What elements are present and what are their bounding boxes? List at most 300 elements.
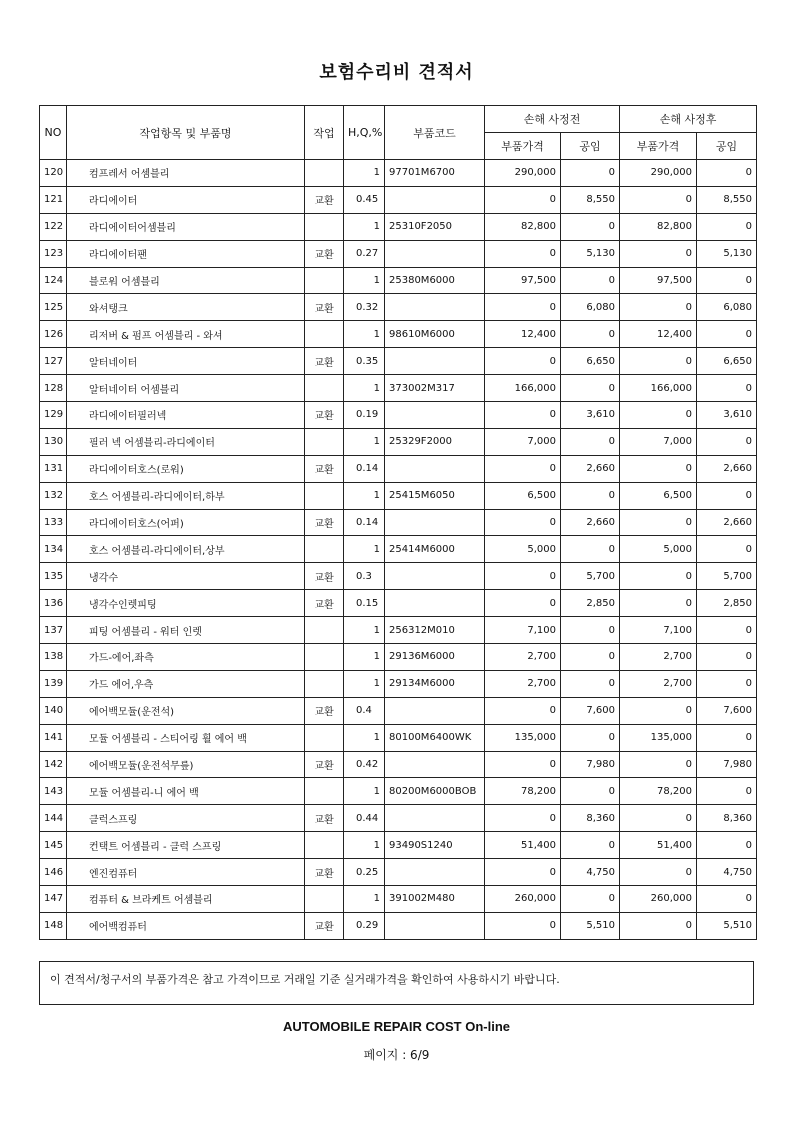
header-before-part-price: 부품가격 bbox=[485, 133, 561, 160]
table-row bbox=[40, 805, 757, 832]
row-no: 142 bbox=[40, 751, 67, 778]
row-after-labor: 0 bbox=[697, 778, 757, 805]
row-no: 127 bbox=[40, 348, 67, 375]
row-item-name: 라디에이터팬 bbox=[67, 240, 305, 267]
row-before-part-price: 78,200 bbox=[485, 778, 561, 805]
row-no: 146 bbox=[40, 859, 67, 886]
row-after-part-price: 82,800 bbox=[620, 213, 697, 240]
row-after-part-price: 0 bbox=[620, 348, 697, 375]
row-item-name: 필러 넥 어셈블리-라디에이터 bbox=[67, 428, 305, 455]
row-work: 교환 bbox=[305, 348, 344, 375]
table-row bbox=[40, 617, 757, 644]
row-hq: 0.29 bbox=[344, 912, 385, 939]
row-part-code bbox=[385, 402, 485, 429]
row-hq: 0.27 bbox=[344, 240, 385, 267]
row-before-labor: 0 bbox=[561, 428, 620, 455]
row-no: 147 bbox=[40, 886, 67, 913]
row-before-labor: 3,610 bbox=[561, 402, 620, 429]
row-item-name: 컴퓨터 & 브라케트 어셈블리 bbox=[67, 886, 305, 913]
row-no: 128 bbox=[40, 375, 67, 402]
table-row bbox=[40, 644, 757, 671]
row-hq: 1 bbox=[344, 536, 385, 563]
row-no: 136 bbox=[40, 590, 67, 617]
row-item-name: 엔진컴퓨터 bbox=[67, 859, 305, 886]
row-hq: 1 bbox=[344, 375, 385, 402]
table-row bbox=[40, 160, 757, 187]
row-before-labor: 0 bbox=[561, 321, 620, 348]
row-before-labor: 6,650 bbox=[561, 348, 620, 375]
header-item: 작업항목 및 부품명 bbox=[67, 106, 305, 160]
header-code: 부품코드 bbox=[385, 106, 485, 160]
table-row bbox=[40, 751, 757, 778]
row-no: 133 bbox=[40, 509, 67, 536]
row-after-labor: 3,610 bbox=[697, 402, 757, 429]
row-item-name: 라디에이터호스(로워) bbox=[67, 455, 305, 482]
row-after-labor: 7,600 bbox=[697, 697, 757, 724]
row-before-part-price: 2,700 bbox=[485, 670, 561, 697]
row-before-part-price: 0 bbox=[485, 751, 561, 778]
row-before-part-price: 0 bbox=[485, 509, 561, 536]
row-hq: 0.45 bbox=[344, 186, 385, 213]
row-no: 123 bbox=[40, 240, 67, 267]
row-after-labor: 5,130 bbox=[697, 240, 757, 267]
row-after-labor: 0 bbox=[697, 832, 757, 859]
row-before-part-price: 0 bbox=[485, 240, 561, 267]
row-no: 126 bbox=[40, 321, 67, 348]
row-before-labor: 0 bbox=[561, 482, 620, 509]
table-row bbox=[40, 348, 757, 375]
row-part-code bbox=[385, 859, 485, 886]
row-no: 125 bbox=[40, 294, 67, 321]
row-after-part-price: 0 bbox=[620, 563, 697, 590]
row-before-labor: 0 bbox=[561, 724, 620, 751]
row-part-code bbox=[385, 751, 485, 778]
header-work: 작업 bbox=[305, 106, 344, 160]
row-part-code bbox=[385, 186, 485, 213]
row-item-name: 모듈 어셈블리 - 스티어링 휠 에어 백 bbox=[67, 724, 305, 751]
row-work: 교환 bbox=[305, 805, 344, 832]
row-part-code bbox=[385, 294, 485, 321]
row-item-name: 피팅 어셈블리 - 워터 인렛 bbox=[67, 617, 305, 644]
row-before-part-price: 97,500 bbox=[485, 267, 561, 294]
row-hq: 0.14 bbox=[344, 455, 385, 482]
row-item-name: 모듈 어셈블리-니 에어 백 bbox=[67, 778, 305, 805]
row-after-part-price: 0 bbox=[620, 509, 697, 536]
table-body bbox=[40, 160, 757, 940]
row-before-part-price: 0 bbox=[485, 348, 561, 375]
row-part-code bbox=[385, 697, 485, 724]
row-after-part-price: 6,500 bbox=[620, 482, 697, 509]
row-item-name: 라디에이터호스(어퍼) bbox=[67, 509, 305, 536]
row-item-name: 에어백모듈(운전석) bbox=[67, 697, 305, 724]
row-before-part-price: 0 bbox=[485, 294, 561, 321]
row-before-labor: 0 bbox=[561, 213, 620, 240]
table-row bbox=[40, 859, 757, 886]
table-row bbox=[40, 240, 757, 267]
row-work bbox=[305, 375, 344, 402]
row-hq: 1 bbox=[344, 213, 385, 240]
row-part-code bbox=[385, 912, 485, 939]
row-work bbox=[305, 213, 344, 240]
row-hq: 1 bbox=[344, 670, 385, 697]
footer-brand: AUTOMOBILE REPAIR COST On-line bbox=[282, 1019, 511, 1034]
row-work: 교환 bbox=[305, 590, 344, 617]
header-before: 손해 사정전 bbox=[485, 106, 620, 133]
row-after-part-price: 0 bbox=[620, 590, 697, 617]
row-work: 교환 bbox=[305, 509, 344, 536]
row-before-part-price: 7,000 bbox=[485, 428, 561, 455]
row-after-part-price: 0 bbox=[620, 751, 697, 778]
header-no: NO bbox=[40, 106, 67, 160]
row-work bbox=[305, 832, 344, 859]
row-after-part-price: 0 bbox=[620, 240, 697, 267]
row-before-part-price: 166,000 bbox=[485, 375, 561, 402]
row-hq: 0.15 bbox=[344, 590, 385, 617]
row-before-labor: 8,550 bbox=[561, 186, 620, 213]
row-after-labor: 0 bbox=[697, 428, 757, 455]
row-part-code: 29134M6000 bbox=[385, 670, 485, 697]
row-part-code bbox=[385, 805, 485, 832]
row-after-labor: 6,080 bbox=[697, 294, 757, 321]
row-part-code bbox=[385, 348, 485, 375]
row-before-labor: 0 bbox=[561, 536, 620, 563]
row-hq: 1 bbox=[344, 778, 385, 805]
row-hq: 0.25 bbox=[344, 859, 385, 886]
row-before-part-price: 290,000 bbox=[485, 160, 561, 187]
row-work bbox=[305, 321, 344, 348]
row-after-part-price: 0 bbox=[620, 294, 697, 321]
row-no: 139 bbox=[40, 670, 67, 697]
table-row bbox=[40, 375, 757, 402]
row-after-part-price: 0 bbox=[620, 859, 697, 886]
row-item-name: 알터네이터 bbox=[67, 348, 305, 375]
table-row bbox=[40, 186, 757, 213]
row-item-name: 에어백컴퓨터 bbox=[67, 912, 305, 939]
row-item-name: 클럭스프링 bbox=[67, 805, 305, 832]
row-before-part-price: 51,400 bbox=[485, 832, 561, 859]
row-hq: 0.44 bbox=[344, 805, 385, 832]
row-no: 134 bbox=[40, 536, 67, 563]
row-part-code: 97701M6700 bbox=[385, 160, 485, 187]
row-after-labor: 0 bbox=[697, 536, 757, 563]
notice-text: 이 견적서/청구서의 부품가격은 참고 가격이므로 거래일 기준 실거래가격을 확인하여 사용하시기 바랍니다. bbox=[50, 973, 560, 986]
row-no: 129 bbox=[40, 402, 67, 429]
row-before-labor: 2,850 bbox=[561, 590, 620, 617]
row-after-labor: 0 bbox=[697, 375, 757, 402]
row-hq: 1 bbox=[344, 886, 385, 913]
row-after-labor: 0 bbox=[697, 617, 757, 644]
row-before-part-price: 0 bbox=[485, 697, 561, 724]
row-item-name: 와셔탱크 bbox=[67, 294, 305, 321]
row-before-part-price: 0 bbox=[485, 455, 561, 482]
row-item-name: 냉각수인렛피팅 bbox=[67, 590, 305, 617]
row-work: 교환 bbox=[305, 402, 344, 429]
header-after: 손해 사정후 bbox=[620, 106, 757, 133]
row-no: 121 bbox=[40, 186, 67, 213]
row-before-labor: 0 bbox=[561, 375, 620, 402]
row-part-code bbox=[385, 590, 485, 617]
row-work: 교환 bbox=[305, 859, 344, 886]
row-before-labor: 4,750 bbox=[561, 859, 620, 886]
row-hq: 1 bbox=[344, 267, 385, 294]
row-no: 122 bbox=[40, 213, 67, 240]
row-part-code: 25414M6000 bbox=[385, 536, 485, 563]
row-no: 135 bbox=[40, 563, 67, 590]
table-row bbox=[40, 455, 757, 482]
row-work: 교환 bbox=[305, 186, 344, 213]
row-hq: 0.4 bbox=[344, 697, 385, 724]
row-after-part-price: 51,400 bbox=[620, 832, 697, 859]
table-row bbox=[40, 563, 757, 590]
row-before-part-price: 135,000 bbox=[485, 724, 561, 751]
row-after-labor: 6,650 bbox=[697, 348, 757, 375]
row-after-labor: 7,980 bbox=[697, 751, 757, 778]
row-before-labor: 2,660 bbox=[561, 455, 620, 482]
row-after-labor: 2,660 bbox=[697, 455, 757, 482]
row-after-part-price: 0 bbox=[620, 455, 697, 482]
row-item-name: 냉각수 bbox=[67, 563, 305, 590]
row-after-part-price: 0 bbox=[620, 402, 697, 429]
row-work bbox=[305, 482, 344, 509]
header-hq: H,Q,% bbox=[344, 106, 385, 160]
row-before-part-price: 0 bbox=[485, 805, 561, 832]
row-item-name: 라디에이터어셈블리 bbox=[67, 213, 305, 240]
row-no: 140 bbox=[40, 697, 67, 724]
row-hq: 0.3 bbox=[344, 563, 385, 590]
row-after-part-price: 260,000 bbox=[620, 886, 697, 913]
page-number: 페이지 : 6/9 bbox=[363, 1048, 430, 1062]
row-after-part-price: 97,500 bbox=[620, 267, 697, 294]
table-row bbox=[40, 590, 757, 617]
row-work bbox=[305, 778, 344, 805]
row-before-labor: 0 bbox=[561, 617, 620, 644]
row-work: 교환 bbox=[305, 912, 344, 939]
table-row bbox=[40, 697, 757, 724]
row-after-labor: 4,750 bbox=[697, 859, 757, 886]
table-row bbox=[40, 402, 757, 429]
row-work: 교환 bbox=[305, 697, 344, 724]
row-no: 143 bbox=[40, 778, 67, 805]
row-hq: 1 bbox=[344, 724, 385, 751]
row-part-code bbox=[385, 455, 485, 482]
table-row bbox=[40, 778, 757, 805]
row-after-labor: 0 bbox=[697, 267, 757, 294]
table-row bbox=[40, 912, 757, 939]
row-work: 교환 bbox=[305, 294, 344, 321]
row-after-labor: 2,850 bbox=[697, 590, 757, 617]
row-before-labor: 0 bbox=[561, 267, 620, 294]
row-item-name: 블로워 어셈블리 bbox=[67, 267, 305, 294]
table-row bbox=[40, 670, 757, 697]
row-before-labor: 5,510 bbox=[561, 912, 620, 939]
row-work: 교환 bbox=[305, 455, 344, 482]
row-after-part-price: 2,700 bbox=[620, 670, 697, 697]
table-row bbox=[40, 213, 757, 240]
header-before-labor: 공임 bbox=[561, 133, 620, 160]
estimate-table bbox=[39, 105, 757, 940]
row-item-name: 호스 어셈블리-라디에이터,상부 bbox=[67, 536, 305, 563]
row-work bbox=[305, 886, 344, 913]
row-after-labor: 5,700 bbox=[697, 563, 757, 590]
row-before-labor: 0 bbox=[561, 644, 620, 671]
row-hq: 1 bbox=[344, 428, 385, 455]
row-after-part-price: 0 bbox=[620, 697, 697, 724]
row-part-code: 256312M010 bbox=[385, 617, 485, 644]
row-part-code: 25329F2000 bbox=[385, 428, 485, 455]
row-hq: 1 bbox=[344, 160, 385, 187]
row-part-code: 29136M6000 bbox=[385, 644, 485, 671]
row-item-name: 알터네이터 어셈블리 bbox=[67, 375, 305, 402]
row-hq: 1 bbox=[344, 832, 385, 859]
row-after-labor: 8,360 bbox=[697, 805, 757, 832]
row-no: 145 bbox=[40, 832, 67, 859]
row-after-part-price: 135,000 bbox=[620, 724, 697, 751]
row-work bbox=[305, 617, 344, 644]
row-before-part-price: 2,700 bbox=[485, 644, 561, 671]
row-after-part-price: 2,700 bbox=[620, 644, 697, 671]
row-before-part-price: 0 bbox=[485, 912, 561, 939]
table-row bbox=[40, 886, 757, 913]
row-item-name: 라디에이터 bbox=[67, 186, 305, 213]
row-part-code: 98610M6000 bbox=[385, 321, 485, 348]
row-work: 교환 bbox=[305, 751, 344, 778]
row-after-labor: 0 bbox=[697, 213, 757, 240]
row-item-name: 라디에이터필러넥 bbox=[67, 402, 305, 429]
row-no: 144 bbox=[40, 805, 67, 832]
row-part-code: 25380M6000 bbox=[385, 267, 485, 294]
row-no: 132 bbox=[40, 482, 67, 509]
row-work bbox=[305, 267, 344, 294]
row-work bbox=[305, 644, 344, 671]
table-row bbox=[40, 536, 757, 563]
row-hq: 1 bbox=[344, 644, 385, 671]
row-before-part-price: 12,400 bbox=[485, 321, 561, 348]
row-item-name: 컴프레서 어셈블리 bbox=[67, 160, 305, 187]
row-part-code bbox=[385, 240, 485, 267]
row-before-labor: 5,130 bbox=[561, 240, 620, 267]
row-after-part-price: 166,000 bbox=[620, 375, 697, 402]
row-before-part-price: 7,100 bbox=[485, 617, 561, 644]
header-after-labor: 공임 bbox=[697, 133, 757, 160]
row-after-part-price: 0 bbox=[620, 912, 697, 939]
row-no: 120 bbox=[40, 160, 67, 187]
row-before-part-price: 0 bbox=[485, 402, 561, 429]
row-before-part-price: 0 bbox=[485, 590, 561, 617]
row-before-part-price: 0 bbox=[485, 563, 561, 590]
row-item-name: 가드 에어,우측 bbox=[67, 670, 305, 697]
row-before-part-price: 82,800 bbox=[485, 213, 561, 240]
row-before-labor: 0 bbox=[561, 886, 620, 913]
row-part-code bbox=[385, 509, 485, 536]
row-no: 137 bbox=[40, 617, 67, 644]
row-after-labor: 8,550 bbox=[697, 186, 757, 213]
row-no: 131 bbox=[40, 455, 67, 482]
row-after-part-price: 78,200 bbox=[620, 778, 697, 805]
row-item-name: 리저버 & 펌프 어셈블리 - 와셔 bbox=[67, 321, 305, 348]
table-row bbox=[40, 321, 757, 348]
row-item-name: 가드-에어,좌측 bbox=[67, 644, 305, 671]
row-hq: 0.19 bbox=[344, 402, 385, 429]
row-after-labor: 5,510 bbox=[697, 912, 757, 939]
row-before-labor: 7,980 bbox=[561, 751, 620, 778]
row-before-labor: 0 bbox=[561, 670, 620, 697]
row-after-labor: 0 bbox=[697, 160, 757, 187]
row-work: 교환 bbox=[305, 240, 344, 267]
row-part-code: 25310F2050 bbox=[385, 213, 485, 240]
row-before-labor: 8,360 bbox=[561, 805, 620, 832]
header-after-part-price: 부품가격 bbox=[620, 133, 697, 160]
row-hq: 0.42 bbox=[344, 751, 385, 778]
row-hq: 0.35 bbox=[344, 348, 385, 375]
row-after-part-price: 7,100 bbox=[620, 617, 697, 644]
row-before-part-price: 0 bbox=[485, 186, 561, 213]
row-item-name: 컨택트 어셈블리 - 클럭 스프링 bbox=[67, 832, 305, 859]
table-row bbox=[40, 724, 757, 751]
row-no: 148 bbox=[40, 912, 67, 939]
row-before-part-price: 260,000 bbox=[485, 886, 561, 913]
row-after-part-price: 0 bbox=[620, 186, 697, 213]
row-after-labor: 0 bbox=[697, 321, 757, 348]
row-work: 교환 bbox=[305, 563, 344, 590]
row-after-labor: 0 bbox=[697, 886, 757, 913]
row-part-code: 80100M6400WK bbox=[385, 724, 485, 751]
row-part-code: 93490S1240 bbox=[385, 832, 485, 859]
notice-box bbox=[39, 961, 754, 1005]
table-row bbox=[40, 832, 757, 859]
row-before-part-price: 6,500 bbox=[485, 482, 561, 509]
row-after-part-price: 0 bbox=[620, 805, 697, 832]
row-before-labor: 0 bbox=[561, 832, 620, 859]
row-after-labor: 0 bbox=[697, 482, 757, 509]
row-before-labor: 0 bbox=[561, 778, 620, 805]
row-hq: 1 bbox=[344, 617, 385, 644]
row-hq: 1 bbox=[344, 482, 385, 509]
table-row bbox=[40, 428, 757, 455]
row-work bbox=[305, 428, 344, 455]
table-row bbox=[40, 267, 757, 294]
row-before-labor: 5,700 bbox=[561, 563, 620, 590]
row-after-labor: 0 bbox=[697, 670, 757, 697]
row-before-labor: 7,600 bbox=[561, 697, 620, 724]
row-before-part-price: 5,000 bbox=[485, 536, 561, 563]
table-header bbox=[40, 106, 757, 160]
table-row bbox=[40, 294, 757, 321]
table-row bbox=[40, 509, 757, 536]
row-no: 138 bbox=[40, 644, 67, 671]
row-work bbox=[305, 160, 344, 187]
row-no: 130 bbox=[40, 428, 67, 455]
row-after-labor: 2,660 bbox=[697, 509, 757, 536]
table-row bbox=[40, 482, 757, 509]
row-after-labor: 0 bbox=[697, 724, 757, 751]
document-title: 보험수리비 견적서 bbox=[319, 62, 474, 83]
row-part-code: 391002M480 bbox=[385, 886, 485, 913]
row-before-part-price: 0 bbox=[485, 859, 561, 886]
row-work bbox=[305, 724, 344, 751]
row-part-code: 80200M6000BOB bbox=[385, 778, 485, 805]
row-before-labor: 0 bbox=[561, 160, 620, 187]
row-after-part-price: 290,000 bbox=[620, 160, 697, 187]
row-item-name: 호스 어셈블리-라디에이터,하부 bbox=[67, 482, 305, 509]
row-work bbox=[305, 670, 344, 697]
row-no: 141 bbox=[40, 724, 67, 751]
row-after-part-price: 7,000 bbox=[620, 428, 697, 455]
row-hq: 0.14 bbox=[344, 509, 385, 536]
row-item-name: 에어백모듈(운전석무릎) bbox=[67, 751, 305, 778]
row-part-code: 373002M317 bbox=[385, 375, 485, 402]
row-hq: 0.32 bbox=[344, 294, 385, 321]
row-part-code: 25415M6050 bbox=[385, 482, 485, 509]
